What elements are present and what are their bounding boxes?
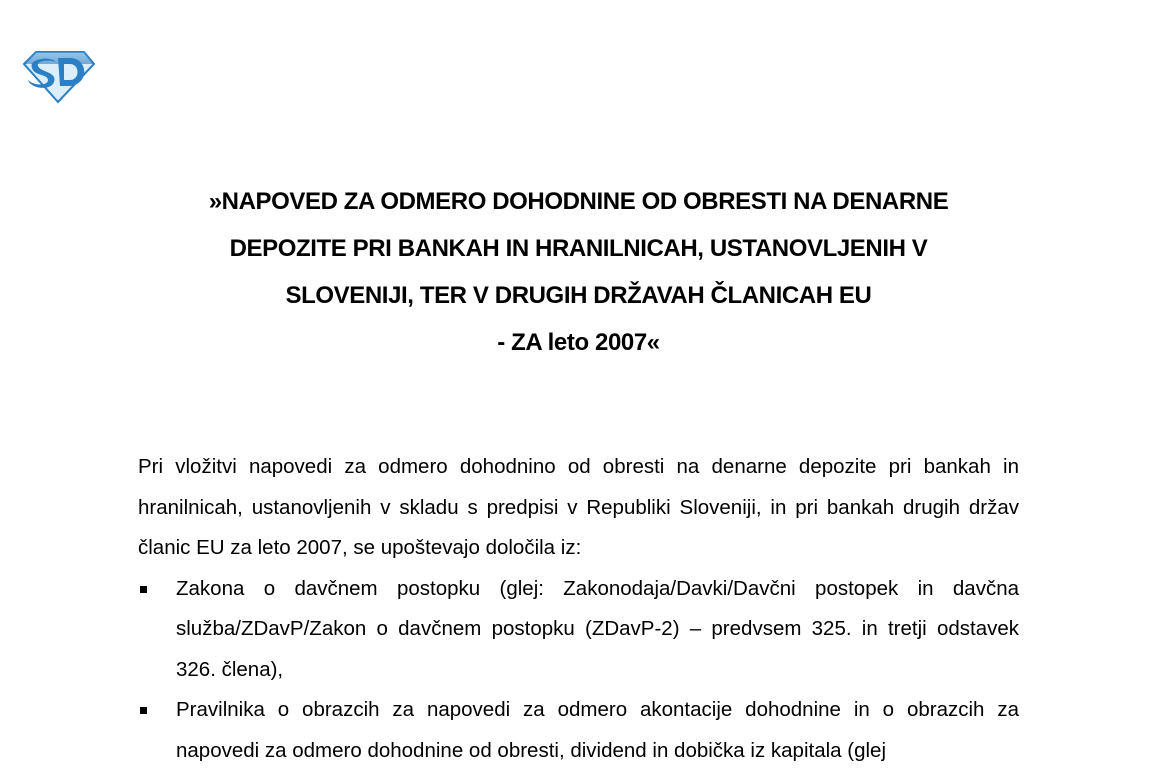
list-item	[138, 569, 1019, 691]
title-line: »NAPOVED ZA ODMERO DOHODNINE OD OBRESTI NA DENARNE	[100, 178, 1057, 225]
intro-paragraph: Pri vložitvi napovedi za odmero dohodnino od obresti na denarne depozite pri bankah in hranilnicah, ustanovljenih v skladu s predpisi v Republiki Sloveniji, in pri bankah drugih držav članic EU za leto 2007, se upoštevajo določila iz:	[138, 447, 1019, 569]
company-logo	[22, 50, 96, 104]
bullet-square-icon	[140, 586, 147, 593]
bullet-square-icon	[140, 707, 147, 714]
document-title	[100, 178, 1057, 366]
title-line: DEPOZITE PRI BANKAH IN HRANILNICAH, USTANOVLJENIH V	[100, 225, 1057, 272]
sd-diamond-logo-icon	[22, 50, 96, 104]
bullet-list	[138, 569, 1019, 771]
list-item-text: Zakona o davčnem postopku (glej: Zakonodaja/Davki/Davčni postopek in davčna služba/ZDavP/Zakon o davčnem postopku (ZDavP-2) – predvsem 325. in tretji odstavek 326. člena),	[176, 577, 1019, 681]
list-item-text: Pravilnika o obrazcih za napovedi za odmero akontacije dohodnine in o obrazcih za napovedi za odmero dohodnine od obresti, dividend in dobička iz kapitala (glej	[176, 698, 1019, 762]
list-item	[138, 690, 1019, 771]
title-line: - ZA leto 2007«	[100, 319, 1057, 366]
title-line: SLOVENIJI, TER V DRUGIH DRŽAVAH ČLANICAH EU	[100, 272, 1057, 319]
document-body	[138, 447, 1019, 771]
